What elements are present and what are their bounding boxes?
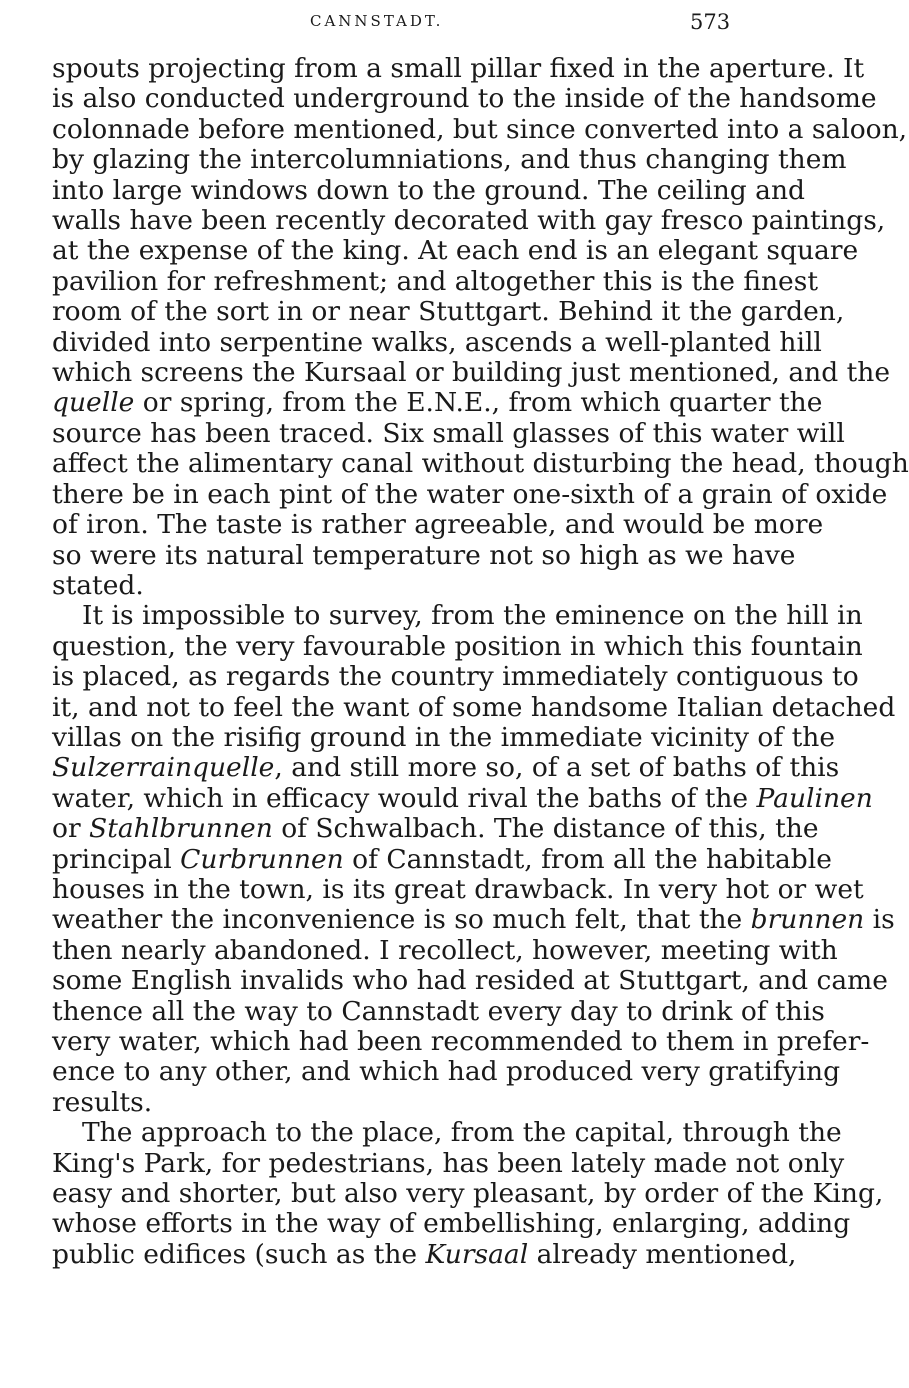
text-line: stated. <box>52 569 144 601</box>
text-line: room of the sort in or near Stuttgart. Behind it the garden, <box>52 296 845 328</box>
text-line: which screens the Kursaal or building just mentioned, and the <box>52 357 891 389</box>
text-line: of iron. The taste is rather agreeable, and would be more <box>52 509 824 541</box>
text-line: public edifices (such as the Kursaal already mentioned, <box>52 1238 797 1270</box>
text-line: source has been traced. Six small glasses of this water will <box>52 417 845 449</box>
text-line: weather the inconvenience is so much felt, that the brunnen is <box>52 904 895 936</box>
text-line: there be in each pint of the water one-sixth of a grain of oxide <box>52 478 888 510</box>
text-line: spouts projecting from a small pillar fixed in the aperture. It <box>52 53 865 84</box>
text-line: It is impossible to survey, from the eminence on the hill in <box>82 600 863 632</box>
running-head: CANNSTADT. <box>310 12 444 30</box>
text-line: King's Park, for pedestrians, has been lately made not only <box>52 1147 845 1179</box>
italic-term: Sulzerrainquelle <box>52 752 275 784</box>
text-line: question, the very favourable position in which this fountain <box>52 630 863 662</box>
text-line: houses in the town, is its great drawback. In very hot or wet <box>52 873 864 905</box>
text-line: some English invalids who had resided at Stuttgart, and came <box>52 965 888 997</box>
text-line: divided into serpentine walks, ascends a well-planted hill <box>52 326 822 358</box>
text-line: it, and not to feel the want of some handsome Italian detached <box>52 691 896 723</box>
text-line: quelle or spring, from the E.N.E., from which quarter the <box>52 387 823 419</box>
text-line: water, which in efficacy would rival the baths of the Paulinen <box>52 782 873 814</box>
text-line: into large windows down to the ground. The ceiling and <box>52 174 805 206</box>
text-line: villas on the risifig ground in the immediate vicinity of the <box>52 721 836 753</box>
text-line: whose efforts in the way of embellishing, enlarging, adding <box>52 1208 851 1240</box>
text-line: The approach to the place, from the capital, through the <box>82 1117 842 1149</box>
text-line: then nearly abandoned. I recollect, however, meeting with <box>52 934 838 966</box>
text-line: affect the alimentary canal without disturbing the head, though <box>52 448 909 480</box>
text-line: at the expense of the king. At each end is an elegant square <box>52 235 859 267</box>
text-line: Sulzerrainquelle, and still more so, of a set of baths of this <box>52 752 840 784</box>
text-line: thence all the way to Cannstadt every day to drink of this <box>52 995 825 1027</box>
text-line: ence to any other, and which had produced very gratifying <box>52 1056 841 1088</box>
text-line: walls have been recently decorated with gay fresco paintings, <box>52 205 886 237</box>
italic-term: Kursaal <box>425 1238 529 1270</box>
text-line: colonnade before mentioned, but since converted into a saloon, <box>52 113 908 145</box>
italic-term: brunnen <box>750 904 865 936</box>
italic-term: Stahlbrunnen <box>89 813 273 845</box>
body-text <box>52 53 909 1270</box>
text-line: by glazing the intercolumniations, and thus changing them <box>52 144 847 176</box>
text-line: so were its natural temperature not so high as we have <box>52 539 796 571</box>
italic-term: Curbrunnen <box>180 843 344 875</box>
italic-term: Paulinen <box>756 782 873 814</box>
text-line: or Stahlbrunnen of Schwalbach. The distance of this, the <box>52 813 819 845</box>
text-line: easy and shorter, but also very pleasant, by order of the King, <box>52 1178 884 1210</box>
text-line: is also conducted underground to the inside of the handsome <box>52 83 877 115</box>
text-line: results. <box>52 1086 153 1118</box>
text-line: pavilion for refreshment; and altogether this is the finest <box>52 265 818 297</box>
text-line: principal Curbrunnen of Cannstadt, from all the habitable <box>52 843 832 875</box>
italic-term: quelle <box>52 387 135 419</box>
text-line: is placed, as regards the country immediately contiguous to <box>52 661 859 693</box>
text-line: very water, which had been recommended to them in prefer- <box>52 1026 870 1057</box>
page-number: 573 <box>690 10 731 34</box>
